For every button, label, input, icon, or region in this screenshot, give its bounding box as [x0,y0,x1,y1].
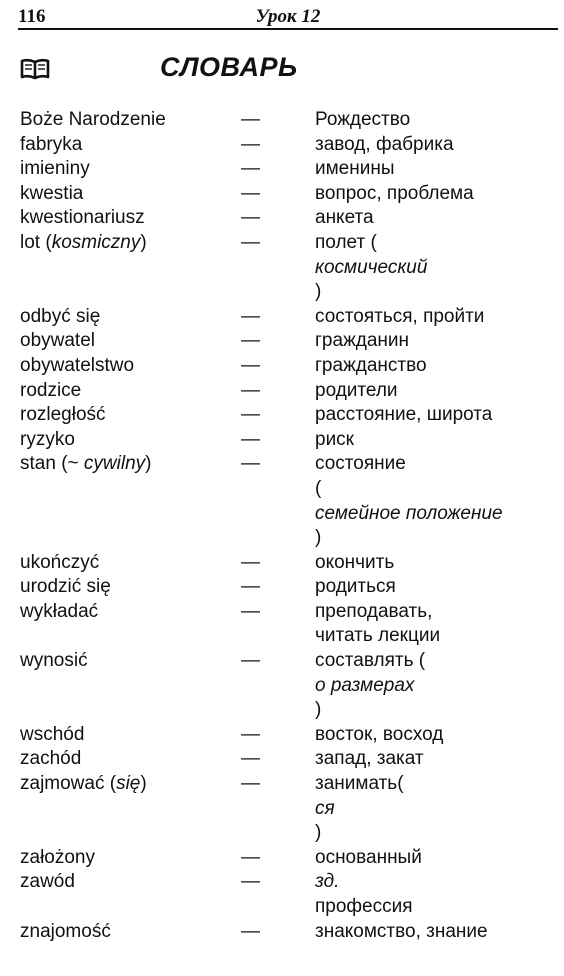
text-run: основанный [315,846,422,868]
vocab-entry [20,206,556,231]
polish-term [20,133,241,158]
vocab-entry [20,329,556,354]
em-dash: — [241,158,260,180]
text-run: urodzić się [20,576,111,598]
vocab-entry [20,747,556,772]
section-title: СЛОВАРЬ [160,52,298,82]
translation-line [315,354,556,379]
vocab-entry [20,870,556,919]
em-dash: — [241,600,260,622]
em-dash: — [241,748,260,770]
russian-translation [315,379,556,404]
vocab-entry [20,133,556,158]
em-dash: — [241,773,260,795]
vocab-entry [20,379,556,404]
text-run: ) [140,231,147,253]
russian-translation [315,329,556,354]
vocab-entry [20,428,556,453]
vocab-entry [20,403,556,428]
translation-line [315,403,556,428]
polish-term [20,182,241,207]
text-run: о размерах [315,674,415,696]
polish-term [20,206,241,231]
russian-translation [315,157,556,182]
translation-line [315,624,556,649]
em-dash: — [241,207,260,229]
text-run: wynosić [20,650,88,672]
running-head: Урок 12 [255,6,321,27]
vocab-entry [20,772,556,846]
text-run: Boże Narodzenie [20,109,166,130]
vocab-entry [20,157,556,182]
text-run: составлять ( [315,650,426,672]
vocab-entry [20,354,556,379]
polish-term [20,354,241,379]
translation-line [315,575,556,600]
open-book-icon [20,58,50,80]
text-run: wschód [20,723,85,745]
polish-term [20,428,241,453]
polish-term [20,575,241,600]
em-dash: — [241,551,260,573]
text-run: wykładać [20,600,99,622]
text-run: ) [315,822,322,844]
text-run: знакомство, знание [315,920,488,942]
em-dash: — [241,920,260,942]
text-run: obywatelstwo [20,354,135,376]
polish-term [20,870,241,919]
text-run: ryzyko [20,428,75,450]
polish-term [20,772,241,846]
text-run: ся [315,797,335,819]
text-run: гражданин [315,330,410,352]
text-run: родиться [315,576,396,598]
text-run: ) [140,773,147,795]
vocabulary-list [20,108,556,944]
text-run: się [116,773,141,795]
translation-line [315,870,556,919]
text-run: преподавать, [315,600,433,622]
text-run: зд. [315,871,340,893]
text-run: ) [145,453,152,475]
vocab-entry [20,649,556,723]
text-run: анкета [315,207,374,229]
text-run: ) [315,699,322,721]
text-run: ) [315,527,322,549]
russian-translation [315,772,556,846]
russian-translation [315,723,556,748]
em-dash: — [241,109,260,130]
translation-line [315,723,556,748]
text-run: гражданство [315,354,427,376]
polish-term [20,551,241,576]
polish-term [20,452,241,550]
text-run: obywatel [20,330,95,352]
polish-term [20,305,241,330]
em-dash: — [241,354,260,376]
text-run: cywilny [83,453,146,475]
russian-translation [315,747,556,772]
russian-translation [315,870,556,919]
russian-translation [315,551,556,576]
text-run: fabryka [20,133,83,155]
text-run: профессия [315,896,413,917]
translation-line [315,452,556,477]
translation-line [315,600,556,625]
text-run: stan (~ [20,453,84,475]
text-run: imieniny [20,158,90,180]
polish-term [20,600,241,649]
text-run: читать лекции [315,625,441,647]
vocab-entry [20,551,556,576]
text-run: состояться, пройти [315,305,485,327]
translation-line [315,846,556,871]
text-run: zajmować ( [20,773,117,795]
russian-translation [315,920,556,945]
page-number: 116 [18,6,46,27]
translation-line [315,157,556,182]
text-run: kwestia [20,182,84,204]
translation-line [315,747,556,772]
translation-line [315,182,556,207]
text-run: космический [315,256,428,278]
vocab-entry [20,452,556,550]
translation-line [315,551,556,576]
polish-term [20,157,241,182]
em-dash: — [241,650,260,672]
text-run: Рождество [315,109,411,130]
translation-line [315,133,556,158]
text-run: rodzice [20,379,82,401]
em-dash: — [241,133,260,155]
russian-translation [315,182,556,207]
text-run: завод, фабрика [315,133,454,155]
russian-translation [315,354,556,379]
text-run: zawód [20,871,75,893]
text-run: rozległość [20,404,106,426]
translation-line [315,649,556,723]
text-run: lot ( [20,231,52,253]
translation-line [315,772,556,846]
translation-line [315,231,556,305]
text-run: восток, восход [315,723,444,745]
polish-term [20,846,241,871]
russian-translation [315,305,556,330]
polish-term [20,231,241,305]
em-dash: — [241,182,260,204]
vocab-entry [20,846,556,871]
page-header [18,6,558,30]
em-dash: — [241,379,260,401]
em-dash: — [241,576,260,598]
russian-translation [315,133,556,158]
translation-line [315,329,556,354]
russian-translation [315,403,556,428]
text-run: kosmiczny [51,231,141,253]
translation-line [315,428,556,453]
vocab-entry [20,600,556,649]
translation-line [315,920,556,945]
russian-translation [315,575,556,600]
russian-translation [315,428,556,453]
russian-translation [315,649,556,723]
text-run: zachód [20,748,82,770]
russian-translation [315,206,556,231]
text-run: состояние [315,453,406,475]
em-dash: — [241,453,260,475]
translation-line [315,206,556,231]
text-run: занимать( [315,773,404,795]
text-run: запад, закат [315,748,424,770]
polish-term [20,108,241,133]
polish-term [20,379,241,404]
vocab-entry [20,305,556,330]
russian-translation [315,452,556,550]
russian-translation [315,231,556,305]
em-dash: — [241,305,260,327]
translation-line [315,108,556,133]
text-run: вопрос, проблема [315,182,474,204]
polish-term [20,723,241,748]
vocab-entry [20,575,556,600]
em-dash: — [241,871,260,893]
text-run: znajomość [20,920,111,942]
translation-line [315,305,556,330]
vocab-entry [20,182,556,207]
polish-term [20,649,241,723]
polish-term [20,403,241,428]
text-run: założony [20,846,95,868]
translation-line [315,477,556,551]
em-dash: — [241,330,260,352]
em-dash: — [241,428,260,450]
vocab-entry [20,108,556,133]
polish-term [20,329,241,354]
vocab-entry [20,920,556,945]
text-run: семейное положение [315,502,503,524]
text-run: kwestionariusz [20,207,145,229]
translation-line [315,379,556,404]
polish-term [20,747,241,772]
text-run: ( [315,477,322,499]
text-run: риск [315,428,354,450]
text-run: расстояние, широта [315,404,493,426]
polish-term [20,920,241,945]
em-dash: — [241,231,260,253]
text-run: именины [315,158,395,180]
em-dash: — [241,404,260,426]
russian-translation [315,846,556,871]
text-run: ukończyć [20,551,100,573]
text-run: odbyć się [20,305,101,327]
vocab-entry [20,231,556,305]
text-run: родители [315,379,398,401]
text-run: полет ( [315,231,377,253]
russian-translation [315,600,556,649]
russian-translation [315,108,556,133]
text-run: ) [315,281,322,303]
vocab-entry [20,723,556,748]
em-dash: — [241,846,260,868]
text-run: окончить [315,551,395,573]
em-dash: — [241,723,260,745]
